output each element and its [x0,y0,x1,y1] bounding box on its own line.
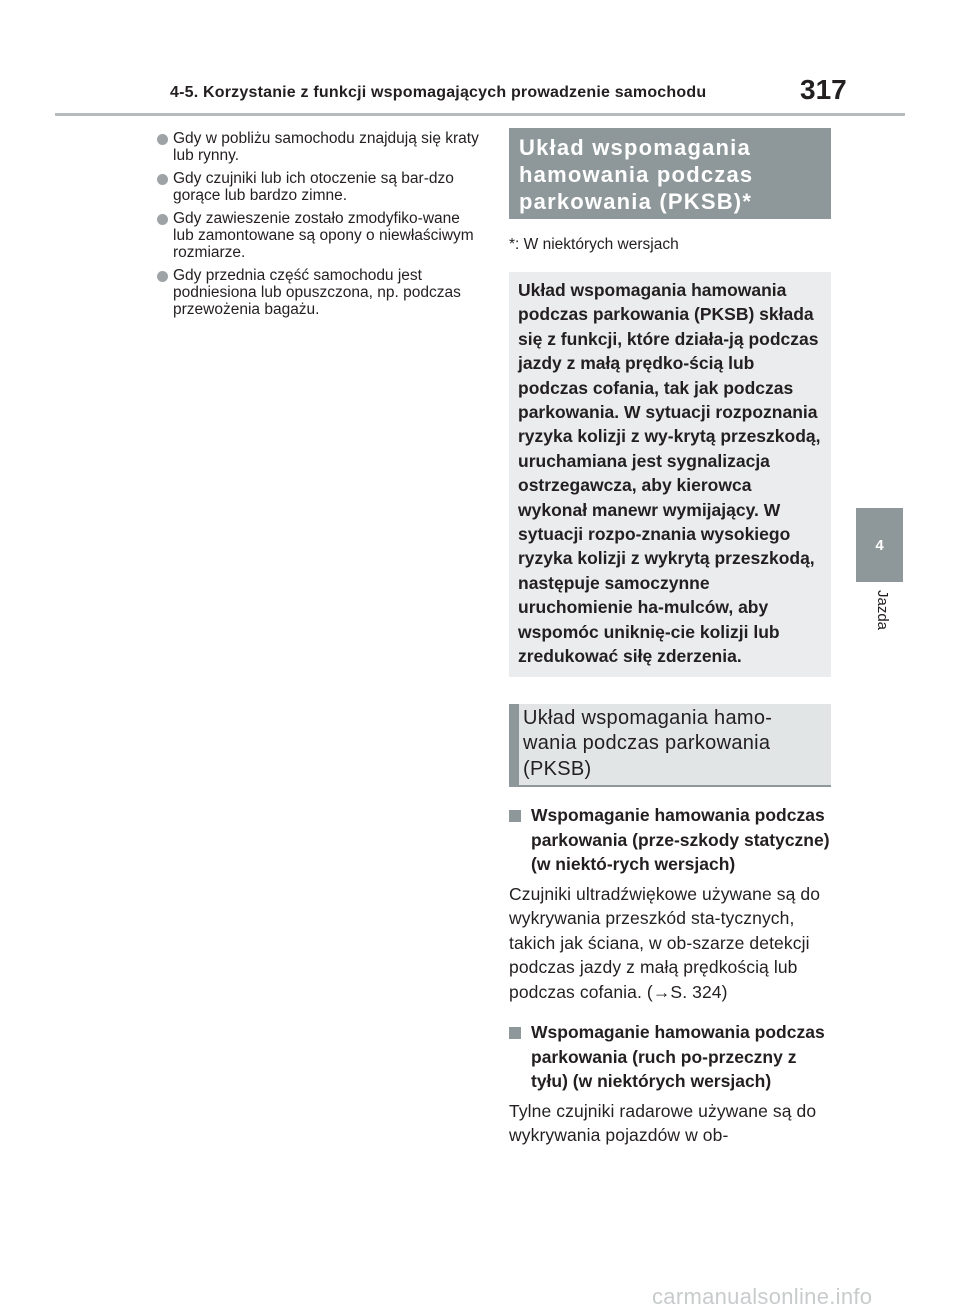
bullet-item [157,130,482,164]
running-header: 4-5. Korzystanie z funkcji wspomagających prowadzenie samochodu [170,84,707,101]
bullet-item [157,210,482,261]
bullet-dot-icon [157,214,168,225]
right-column [509,128,831,1148]
chapter-name: Jazda [874,590,891,631]
item-body: Czujniki ultradźwiękowe używane są do wykrywania przeszkód sta-tycznych, takich jak ściana, w ob-szarze detekcji podczas jazdy z małą prędkością lub podczas cofania. (→S. 324) [509,883,821,1002]
item-body: Tylne czujniki radarowe używane są do wykrywania pojazdów w ob- [509,1100,817,1145]
header-rule [55,113,905,116]
square-bullet-icon [509,810,521,822]
item-heading [509,1020,831,1094]
bullet-text: Gdy czujniki lub ich otoczenie są bar-dzo gorące lub bardzo zimne. [173,170,454,204]
bullet-item [157,267,482,318]
item-heading-text: Wspomaganie hamowania podczas parkowania (prze-szkody statyczne) (w niektó-rych wersjach) [531,805,830,874]
watermark: carmanualsonline.info [652,1284,873,1309]
bullet-dot-icon [157,174,168,185]
bullet-text: Gdy zawieszenie zostało zmodyfiko-wane lub zamontowane są opony o niewłaściwym rozmiarze. [173,210,474,261]
chapter-tab[interactable] [856,508,903,582]
section-heading: Układ wspomagania hamowania podczas parkowania (PKSB)* [509,128,831,219]
bullet-text: Gdy w pobliżu samochodu znajdują się kraty lub rynny. [173,130,479,164]
intro-box: Układ wspomagania hamowania podczas parkowania (PKSB) składa się z funkcji, które działa-ją podczas jazdy z małą prędko-ścią lub podczas cofania, tak jak podczas parkowania. W sytuacji rozpoznania ryzyka kolizji z wy-krytą przeszkodą, uruchamiana jest sygnalizacja ostrzegawcza, aby kierowca wykonał manewr wymijający. W sytuacji rozpo-znania wysokiego ryzyka kolizji z wykrytą przeszkodą, następuje samoczynne uruchomienie ha-mulców, aby wspomóc uniknię-cie kolizji lub zredukować siłę zderzenia. [509,272,831,677]
item-heading-text: Wspomaganie hamowania podczas parkowania (ruch po-przeczny z tyłu) (w niektórych wersjach) [531,1022,825,1091]
page-number: 317 [800,74,847,105]
left-column [157,130,482,324]
bullet-text: Gdy przednia część samochodu jest podniesiona lub opuszczona, np. podczas przewożenia bagażu. [173,267,461,318]
bullet-dot-icon [157,134,168,145]
bullet-dot-icon [157,271,168,282]
bullet-item [157,170,482,204]
footnote: *: W niektórych wersjach [509,236,679,253]
chapter-number: 4 [875,536,884,554]
square-bullet-icon [509,1027,521,1039]
item-heading [509,803,831,877]
sub-heading: Układ wspomagania hamo-wania podczas parkowania (PKSB) [509,704,831,788]
